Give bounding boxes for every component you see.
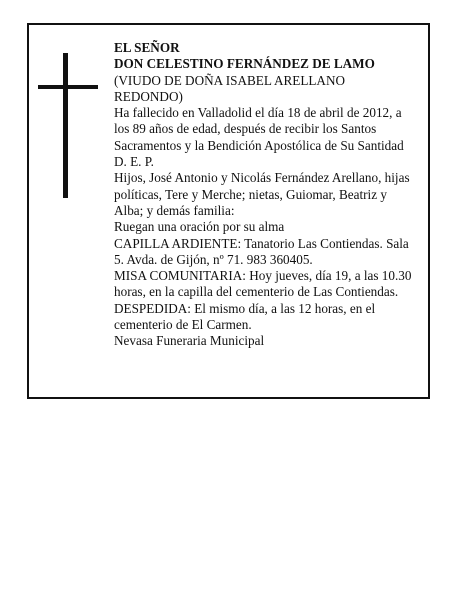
funeral-home: Nevasa Funeraria Municipal — [114, 333, 265, 349]
chapel-info: CAPILLA ARDIENTE: Tanatorio Las Contiendas. Sala 5. Avda. de Gijón, nº 71. 983 360405. — [114, 235, 409, 267]
prayer-request: Ruegan una oración por su alma — [114, 219, 285, 235]
farewell-info: DESPEDIDA: El mismo día, a las 12 horas, en el cementerio de El Carmen. — [114, 300, 376, 333]
deceased-name: DON CELESTINO FERNÁNDEZ DE LAMO — [114, 56, 375, 72]
cross-icon — [38, 53, 98, 198]
obituary-text — [114, 40, 414, 350]
cross-vertical-bar — [63, 53, 68, 198]
cross-horizontal-bar — [38, 85, 98, 89]
widower-note: (VIUDO DE DOÑA ISABEL ARELLANO REDONDO) — [114, 72, 346, 104]
family-list: Hijos, José Antonio y Nicolás Fernández Arellano, hijas políticas, Tere y Merche; nietas, Guiomar, Beatriz y Alba; y demás familia: — [114, 170, 410, 218]
notice-title: EL SEÑOR — [114, 40, 180, 55]
mass-info: MISA COMUNITARIA: Hoy jueves, día 19, a las 10.30 horas, en la capilla del cementerio de Las Contiendas. — [114, 268, 412, 300]
death-announcement: Ha fallecido en Valladolid el día 18 de abril de 2012, a los 89 años de edad, después de recibir los Santos Sacramentos y la Bendición Apostólica de Su Santidad D. E. P. — [114, 105, 404, 170]
